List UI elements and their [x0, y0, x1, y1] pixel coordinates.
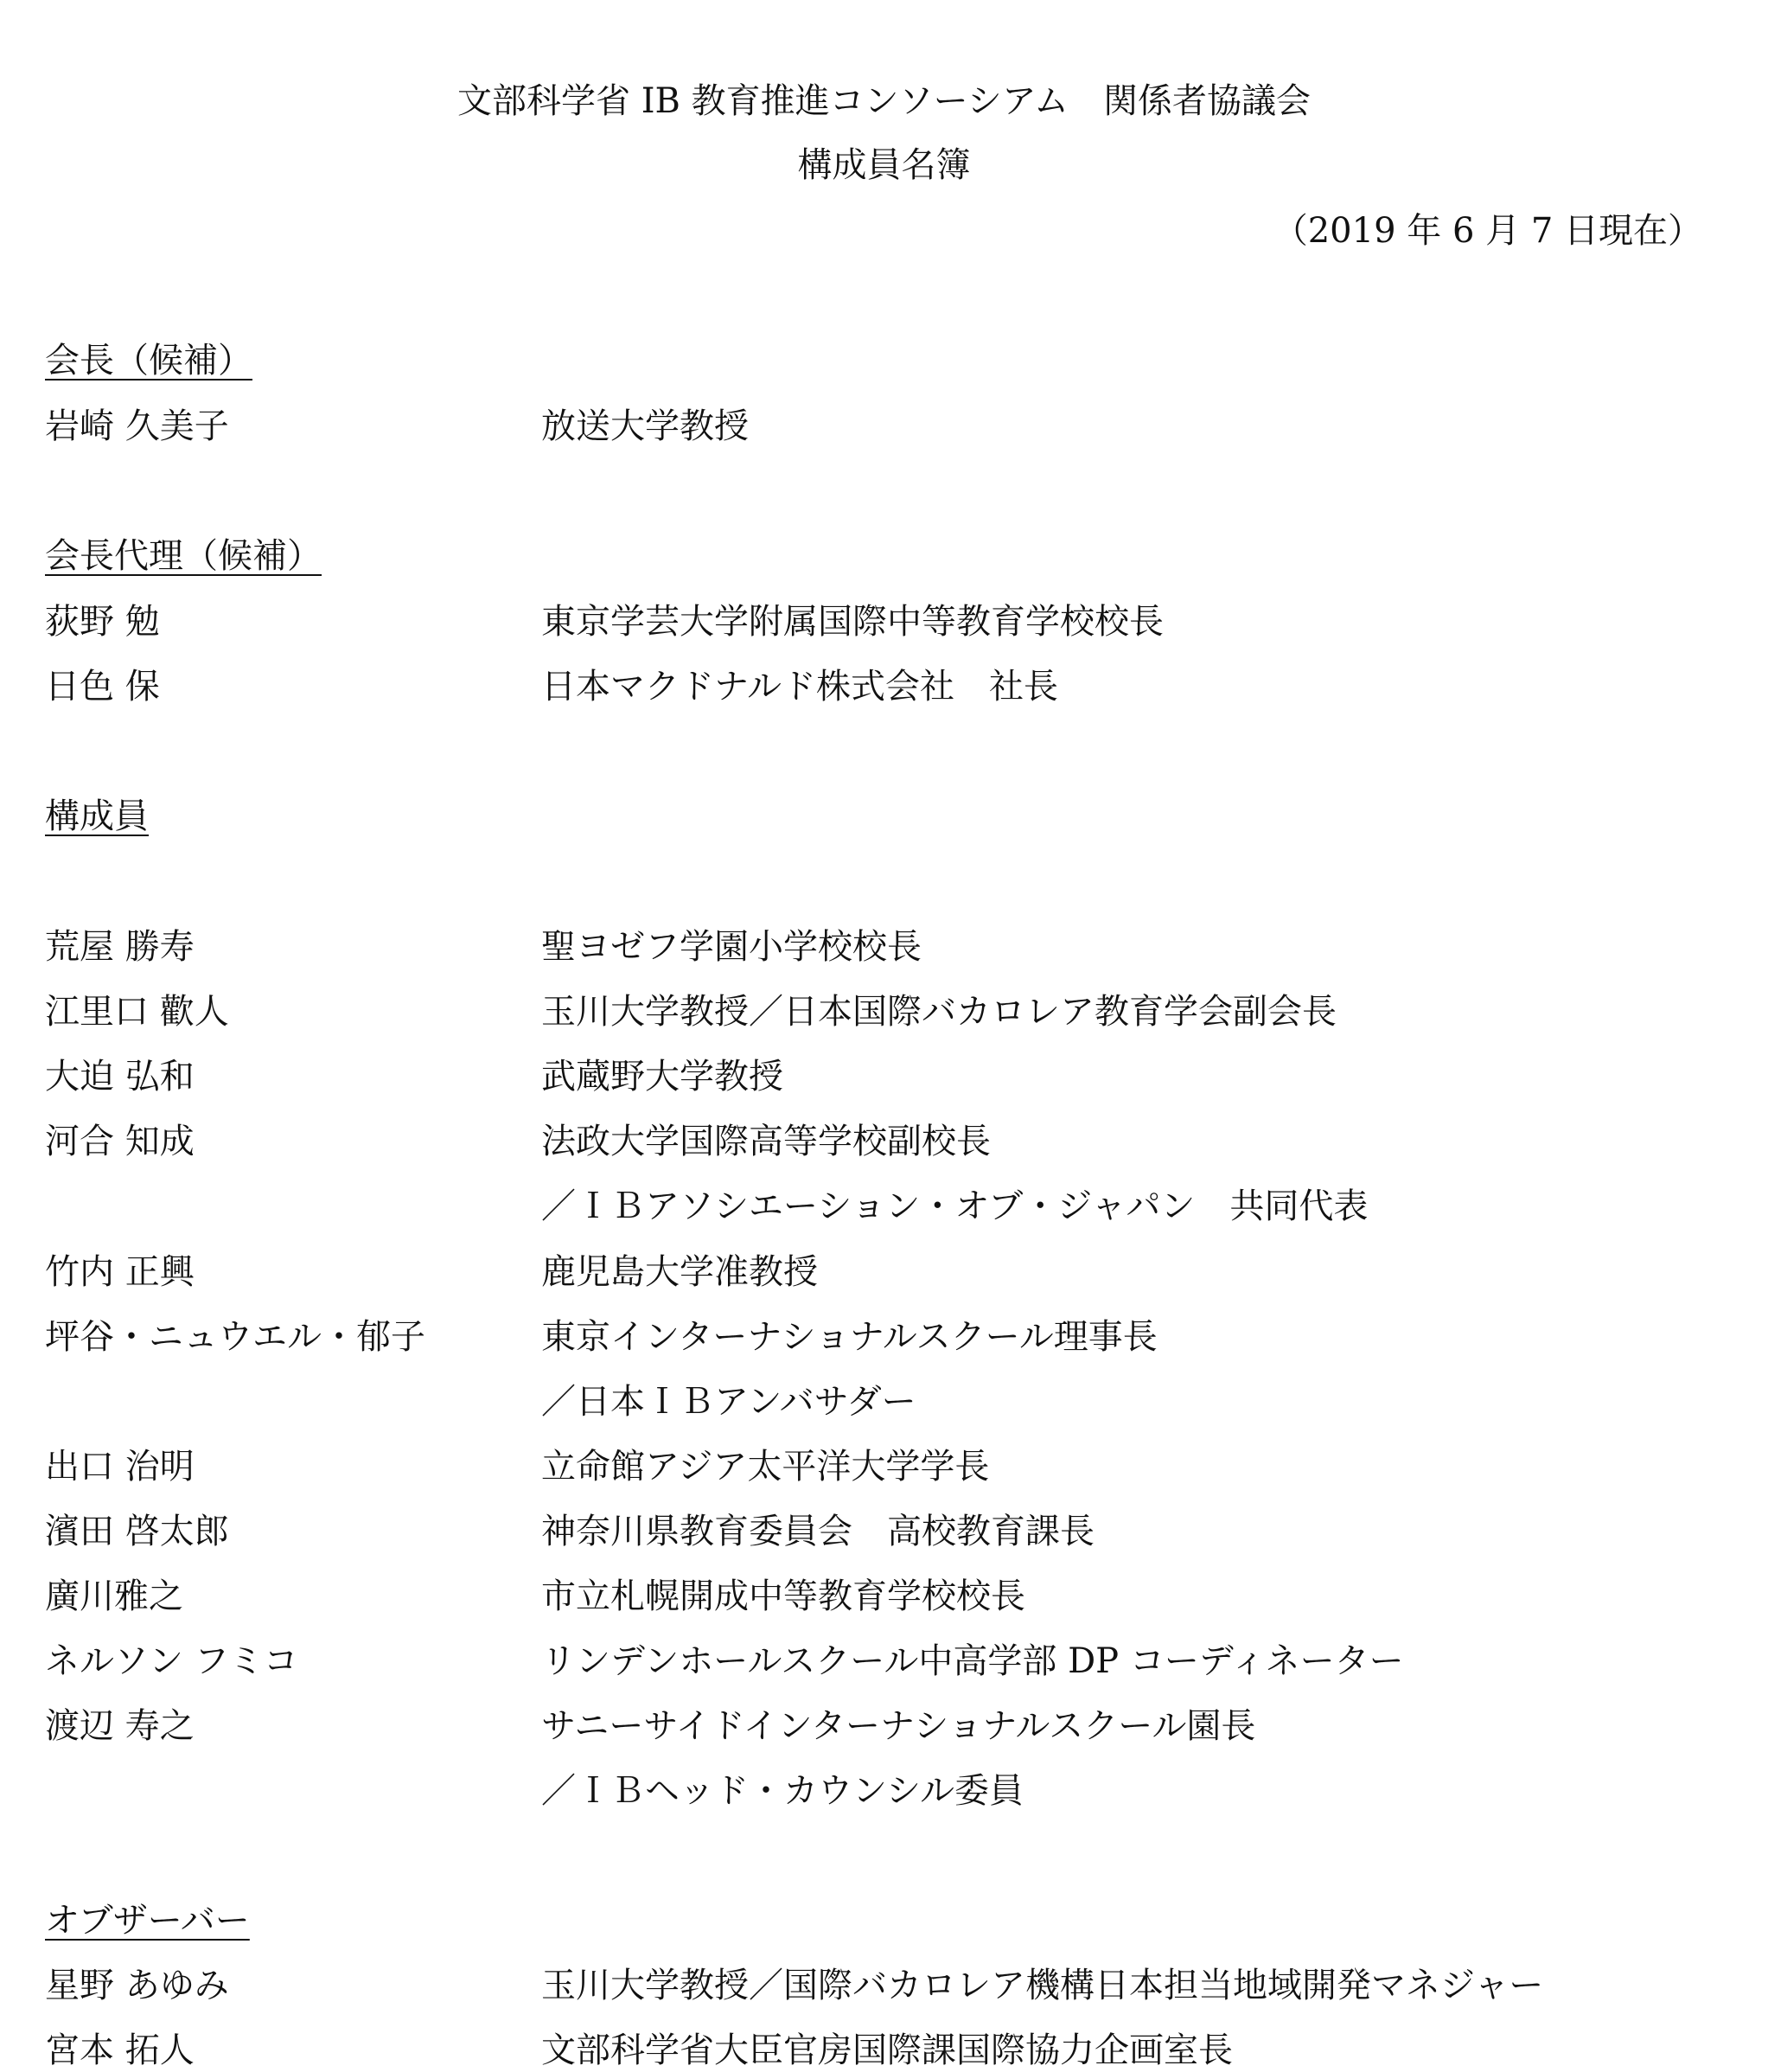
- member-row: [0, 405, 1768, 448]
- member-role: 鹿児島大学准教授: [541, 1252, 818, 1292]
- member-row-continuation: [0, 1769, 1768, 1813]
- member-row-continuation: [0, 1380, 1768, 1423]
- member-role-continuation: ／ＩＢヘッド・カウンシル委員: [541, 1771, 1024, 1811]
- member-role: 聖ヨゼフ学園小学校校長: [541, 927, 922, 967]
- member-row: [0, 1120, 1768, 1163]
- member-name: 日色 保: [45, 667, 160, 707]
- member-row: [0, 2029, 1768, 2072]
- member-row: [0, 1445, 1768, 1488]
- member-role: リンデンホールスクール中高学部 DP コーディネーター: [541, 1641, 1404, 1681]
- member-role: 市立札幌開成中等教育学校校長: [541, 1576, 1025, 1616]
- member-role: 武蔵野大学教授: [541, 1057, 783, 1097]
- document-subtitle: 構成員名簿: [797, 145, 971, 185]
- member-name: 大迫 弘和: [45, 1057, 195, 1097]
- member-row: [0, 665, 1768, 708]
- member-name: 河合 知成: [45, 1122, 195, 1161]
- member-role: 放送大学教授: [541, 406, 749, 446]
- member-name: 江里口 歡人: [45, 992, 229, 1032]
- member-role-continuation: ／日本ＩＢアンバサダー: [541, 1382, 916, 1422]
- member-name: 竹内 正興: [45, 1252, 195, 1292]
- member-row: [0, 1640, 1768, 1683]
- member-role: 日本マクドナルド株式会社 社長: [541, 667, 1058, 707]
- document-title: 文部科学省 IB 教育推進コンソーシアム 関係者協議会: [456, 81, 1312, 121]
- member-role: 文部科学省大臣官房国際課国際協力企画室長: [541, 2030, 1233, 2070]
- member-name: 坪谷・ニュウエル・郁子: [45, 1317, 425, 1357]
- member-role-continuation: ／ＩＢアソシエーション・オブ・ジャパン 共同代表: [541, 1186, 1369, 1226]
- section-heading-members: 構成員: [45, 796, 149, 836]
- member-row: [0, 1315, 1768, 1359]
- member-role: 立命館アジア太平洋大学学長: [541, 1447, 990, 1487]
- member-role: 東京学芸大学附属国際中等教育学校校長: [541, 602, 1164, 642]
- member-name: 出口 治明: [45, 1447, 195, 1487]
- as-of-date: （2019 年 6 月 7 日現在）: [1273, 211, 1702, 251]
- member-name: 渡辺 寿之: [45, 1706, 195, 1746]
- section-heading-observers: オブザーバー: [45, 1901, 250, 1941]
- member-row: [0, 1964, 1768, 2007]
- section-heading-chair: 会長（候補）: [45, 341, 252, 381]
- section-heading-vice-chair: 会長代理（候補）: [45, 536, 322, 576]
- member-row: [0, 1704, 1768, 1748]
- member-name: ネルソン フミコ: [45, 1641, 298, 1681]
- member-row: [0, 1510, 1768, 1553]
- member-role: 東京インターナショナルスクール理事長: [541, 1317, 1158, 1357]
- member-name: 濱田 啓太郎: [45, 1512, 229, 1551]
- member-role: 玉川大学教授／日本国際バカロレア教育学会副会長: [541, 992, 1337, 1032]
- member-name: 宮本 拓人: [45, 2030, 195, 2070]
- member-name: 荻野 勉: [45, 602, 160, 642]
- member-role: 法政大学国際高等学校副校長: [541, 1122, 991, 1161]
- member-role: サニーサイドインターナショナルスクール園長: [541, 1706, 1256, 1746]
- member-row: [0, 1055, 1768, 1098]
- member-row: [0, 1250, 1768, 1294]
- member-name: 廣川雅之: [45, 1576, 183, 1616]
- member-row: [0, 990, 1768, 1033]
- member-role: 玉川大学教授／国際バカロレア機構日本担当地域開発マネジャー: [541, 1966, 1544, 2005]
- member-name: 星野 あゆみ: [45, 1966, 229, 2005]
- member-row: [0, 600, 1768, 643]
- member-row: [0, 925, 1768, 969]
- member-name: 岩崎 久美子: [45, 406, 229, 446]
- member-role: 神奈川県教育委員会 高校教育課長: [541, 1512, 1095, 1551]
- member-row-continuation: [0, 1185, 1768, 1228]
- member-name: 荒屋 勝寿: [45, 927, 195, 967]
- member-row: [0, 1575, 1768, 1618]
